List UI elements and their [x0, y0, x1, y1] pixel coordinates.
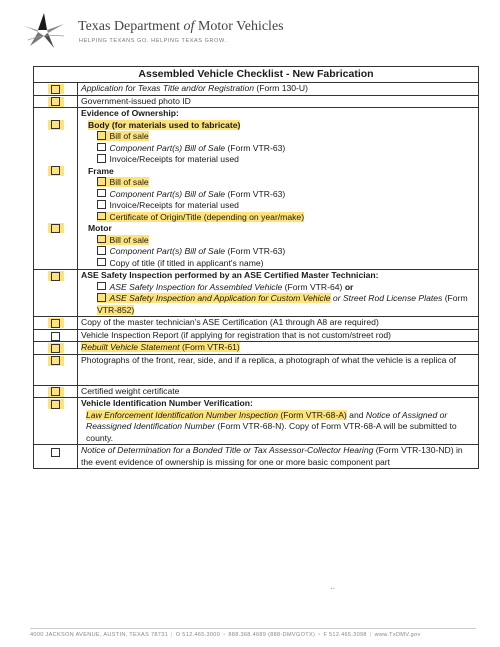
row-evidence-of-ownership: [34, 108, 478, 270]
checkbox-notice-of-determination[interactable]: [51, 448, 60, 457]
checkbox-photographs[interactable]: [48, 356, 64, 366]
body-item-invoice[interactable]: Invoice/Receipts for material used: [81, 154, 475, 166]
checkbox-body[interactable]: [48, 120, 64, 130]
row-copy-certification: Copy of the master technician's ASE Certification (A1 through A8 are required): [34, 317, 478, 330]
footer-phone: O 512.465.3000: [175, 632, 221, 638]
checkbox-rebuilt-statement[interactable]: [48, 343, 64, 353]
ase-item-assembled-vehicle[interactable]: ASE Safety Inspection for Assembled Vehicle (Form VTR-64) or: [81, 282, 475, 294]
checkbox-application[interactable]: [48, 84, 64, 94]
row-vehicle-inspection-report: Vehicle Inspection Report (if applying for registration that is not custom/street rod): [34, 330, 478, 343]
motor-item-bill-of-sale[interactable]: Bill of sale: [81, 235, 475, 247]
checklist-title: Assembled Vehicle Checklist - New Fabrication: [34, 67, 478, 83]
motor-item-copy-of-title[interactable]: Copy of title (if titled in applicant's name): [81, 258, 475, 270]
row-rebuilt-statement: Rebuilt Vehicle Statement (Form VTR-61): [34, 342, 478, 355]
frame-item-component-parts[interactable]: Component Part(s) Bill of Sale (Form VTR-63): [81, 189, 475, 201]
checkbox-copy-certification[interactable]: [48, 318, 64, 328]
ase-item-custom-vehicle-form: VTR-852): [97, 304, 135, 315]
checkbox-frame[interactable]: [48, 166, 64, 176]
footer-address: 4000 JACKSON AVENUE, AUSTIN, TEXAS 78731: [30, 632, 169, 638]
footer-website[interactable]: www.TxDMV.gov: [374, 632, 421, 638]
checkbox-photo-id[interactable]: [48, 97, 64, 107]
frame-heading: Frame: [88, 165, 114, 176]
checkbox-weight-certificate[interactable]: [48, 387, 64, 397]
row-vin-verification: Vehicle Identification Number Verification: Law Enforcement Identification Number Inspection (Form VTR-68-A) and Notice of Assigned or Reassigned Identification Number (Form VTR-68-N). Copy of Form VTR-68-A will be submitted to county.: [34, 398, 478, 445]
row-photo-id: Government-issued photo ID: [34, 96, 478, 109]
row-application: Application for Texas Title and/or Registration (Form 130-U): [34, 83, 478, 96]
ase-item-custom-vehicle[interactable]: ASE Safety Inspection and Application for Custom Vehicle or Street Rod License Plates (Form: [81, 293, 475, 305]
row-ase-inspection: [34, 270, 478, 317]
checkbox-vin-verification[interactable]: [48, 399, 64, 409]
frame-item-certificate-of-origin[interactable]: Certificate of Origin/Title (depending on year/make): [81, 212, 475, 224]
row-photographs: Photographs of the front, rear, side, and if a replica, a photograph of what the vehicle is a replica of: [34, 355, 478, 386]
stray-mark: ··: [330, 584, 336, 593]
checkbox-vehicle-inspection-report[interactable]: [51, 332, 60, 341]
checkbox-motor[interactable]: [48, 223, 64, 233]
page-header: [22, 10, 322, 50]
agency-name: Texas Department of Motor Vehicles: [78, 19, 284, 34]
checklist-table: [33, 66, 479, 469]
footer-tollfree: 888.368.4689 (888-DMVGOTX): [228, 632, 316, 638]
footer-fax: F 512.465.3098: [323, 632, 367, 638]
body-item-component-parts[interactable]: Component Part(s) Bill of Sale (Form VTR-63): [81, 143, 475, 155]
footer-rule: [30, 628, 476, 629]
frame-item-invoice[interactable]: Invoice/Receipts for material used: [81, 200, 475, 212]
motor-item-component-parts[interactable]: Component Part(s) Bill of Sale (Form VTR-63): [81, 246, 475, 258]
body-heading: Body (for materials used to fabricate): [88, 119, 241, 130]
page-footer: 4000 JACKSON AVENUE, AUSTIN, TEXAS 78731 | O 512.465.3000 • 888.368.4689 (888-DMVGOTX) • F 512.465.3098 | www.TxDMV.gov: [30, 632, 421, 638]
ase-heading: ASE Safety Inspection performed by an ASE Certified Master Technician:: [81, 270, 379, 280]
row-weight-certificate: Certified weight certificate: [34, 386, 478, 399]
txdmv-star-logo-icon: [24, 10, 68, 50]
frame-item-bill-of-sale[interactable]: Bill of sale: [81, 177, 475, 189]
agency-tagline: HELPING TEXANS GO. HELPING TEXAS GROW.: [79, 38, 227, 44]
checkbox-ase[interactable]: [48, 271, 64, 281]
ownership-heading: Evidence of Ownership:: [81, 108, 179, 118]
motor-heading: Motor: [88, 223, 112, 233]
vin-heading: Vehicle Identification Number Verification:: [81, 398, 253, 408]
body-item-bill-of-sale[interactable]: Bill of sale: [81, 131, 475, 143]
row-notice-of-determination: Notice of Determination for a Bonded Title or Tax Assessor-Collector Hearing (Form VTR-130-ND) in the event evidence of ownership is missing for one or more basic component part: [34, 445, 478, 469]
